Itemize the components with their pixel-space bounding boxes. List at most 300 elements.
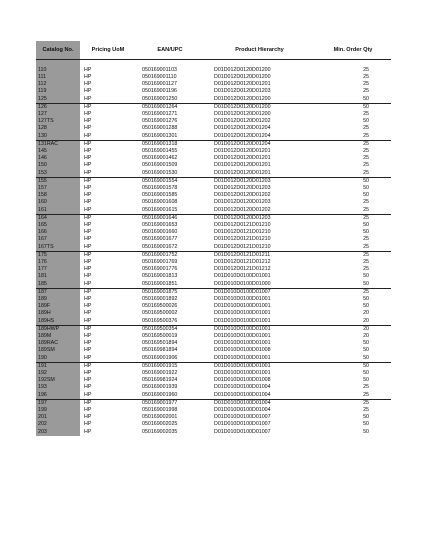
catalog-no-cell: 189HWP (36, 325, 80, 333)
ean-upc-cell: 050169001906 (142, 354, 178, 361)
ean-upc-cell: 050169001813 (142, 273, 178, 280)
ean-upc-cell: 050169001530 (142, 169, 178, 176)
product-hierarchy-cell: D01D012D0120D01204 (214, 125, 271, 132)
table-row (36, 421, 391, 428)
min-order-qty-cell: 25 (363, 169, 369, 176)
table-row (36, 362, 391, 370)
catalog-no-cell: 111 (36, 74, 80, 81)
ean-upc-cell: 050169001462 (142, 155, 178, 162)
table-row (36, 214, 391, 222)
pricing-uom-cell: HP (84, 370, 92, 377)
table-row (36, 392, 391, 400)
pricing-uom-cell: HP (84, 266, 92, 273)
min-order-qty-cell: 25 (363, 125, 369, 132)
pricing-uom-cell: HP (84, 414, 92, 421)
catalog-no-cell: 201 (36, 414, 80, 421)
product-hierarchy-cell: D01D012D0121D01210 (214, 229, 271, 236)
product-hierarchy-cell: D01D012D0120D01203 (214, 88, 271, 95)
catalog-no-cell: 127 (36, 111, 80, 118)
pricing-uom-cell: HP (84, 377, 92, 384)
catalog-no-cell: 191 (36, 362, 80, 370)
product-hierarchy-cell: D01D010D0100D01001 (214, 295, 271, 302)
product-hierarchy-cell: D01D010D0100D01001 (214, 333, 271, 339)
ean-upc-cell: 050169001646 (136, 214, 204, 222)
min-order-qty-cell: 50 (363, 184, 369, 191)
catalog-no-cell: 110 (36, 67, 80, 74)
catalog-no-cell: 125 (36, 96, 80, 104)
catalog-no-cell: 197 (36, 399, 80, 407)
pricing-uom-cell: HP (84, 295, 92, 302)
spacer-cell (80, 60, 136, 67)
min-order-qty-cell: 25 (315, 214, 391, 222)
table-row (36, 244, 391, 252)
table-row (36, 111, 391, 118)
catalog-no-cell: 150 (36, 162, 80, 169)
catalog-no-cell: 203 (36, 429, 80, 436)
table-row (36, 96, 391, 104)
catalog-no-cell: 189SM (36, 347, 80, 354)
min-order-qty-cell: 50 (315, 362, 391, 370)
col-header-catalog: Catalog No. (36, 41, 80, 60)
table-row (36, 103, 391, 111)
table-row (36, 318, 391, 326)
catalog-no-cell: 131RAC (36, 140, 80, 148)
spacer-cell (136, 60, 204, 67)
min-order-qty-cell: 50 (363, 414, 369, 421)
table-row (36, 229, 391, 236)
product-hierarchy-cell: D01D010D0100D01001 (204, 325, 315, 333)
pricing-uom-cell: HP (84, 421, 92, 428)
ean-upc-cell: 050169001939 (142, 384, 178, 391)
table-row (36, 281, 391, 289)
pricing-uom-cell: HP (84, 407, 92, 414)
pricing-uom-cell: HP (84, 192, 92, 199)
catalog-no-cell: 192SM (36, 377, 80, 384)
min-order-qty-cell: 25 (315, 140, 391, 148)
product-hierarchy-cell: D01D010D0100D01004 (214, 384, 271, 391)
table-row (36, 170, 391, 178)
pricing-uom-cell: HP (80, 325, 136, 333)
min-order-qty-cell: 25 (363, 132, 369, 139)
ean-upc-cell: 050169001276 (142, 118, 178, 125)
min-order-qty-cell: 25 (363, 73, 369, 80)
ean-upc-cell: 050169001875 (136, 288, 204, 296)
table-row (36, 222, 391, 229)
catalog-no-cell: 161 (36, 207, 80, 215)
table-row (36, 414, 391, 421)
pricing-uom-cell: HP (84, 303, 92, 310)
ean-upc-cell: 050169001264 (136, 103, 204, 111)
ean-upc-cell: 050169002001 (142, 414, 178, 421)
ean-upc-cell: 050169001196 (142, 88, 177, 95)
min-order-qty-cell: 50 (315, 103, 391, 111)
product-hierarchy-cell: D01D012D0121D01211 (204, 251, 315, 259)
catalog-no-cell: 153 (36, 170, 80, 178)
pricing-uom-cell: HP (84, 236, 92, 243)
pricing-uom-cell: HP (84, 258, 92, 265)
catalog-no-cell: 202 (36, 421, 80, 428)
table-row (36, 266, 391, 273)
table-row (36, 355, 391, 363)
min-order-qty-cell: 25 (363, 384, 369, 391)
min-order-qty-cell: 50 (363, 192, 369, 199)
ean-upc-cell: 050169001977 (136, 399, 204, 407)
catalog-no-cell: 166 (36, 229, 80, 236)
col-header-ean: EAN/UPC (157, 47, 183, 53)
min-order-qty-cell: 50 (363, 303, 369, 310)
table-row (36, 192, 391, 199)
min-order-qty-cell: 50 (315, 177, 391, 185)
catalog-no-cell: 189M (36, 333, 80, 340)
ean-upc-cell: 050169001554 (136, 177, 204, 185)
pricing-uom-cell: HP (84, 169, 92, 176)
product-hierarchy-cell: D01D012D0121D01210 (214, 243, 271, 250)
min-order-qty-cell: 25 (315, 288, 391, 296)
table-row (36, 236, 391, 243)
ean-upc-cell: 050169001127 (142, 81, 177, 88)
min-order-qty-cell: 25 (315, 399, 391, 407)
pricing-uom-cell: HP (80, 177, 136, 185)
catalog-no-cell: 190 (36, 355, 80, 363)
min-order-qty-cell: 25 (363, 88, 369, 95)
ean-upc-cell: 050169001110 (142, 73, 177, 80)
product-hierarchy-cell: D01D010D0100D01001 (214, 340, 271, 347)
product-hierarchy-cell: D01D012D0120D01204 (214, 132, 271, 139)
product-hierarchy-cell: D01D012D0120D01204 (204, 140, 315, 148)
pricing-uom-cell: HP (84, 125, 92, 132)
min-order-qty-cell: 25 (363, 243, 369, 250)
catalog-no-cell: 164 (36, 214, 80, 222)
product-hierarchy-cell: D01D010D0100D01001 (214, 310, 271, 317)
table-row (36, 325, 391, 333)
table-row (36, 251, 391, 259)
pricing-uom-cell: HP (80, 214, 136, 222)
pricing-uom-cell: HP (84, 66, 92, 73)
ean-upc-cell: 050169001103 (142, 66, 177, 73)
product-hierarchy-cell: D01D010D0100D01001 (214, 354, 271, 361)
min-order-qty-cell: 20 (315, 325, 391, 333)
product-hierarchy-cell: D01D012D0121D01212 (214, 266, 271, 273)
ean-upc-cell: 050169001892 (142, 295, 178, 302)
spacer-cell (36, 60, 80, 67)
product-hierarchy-cell: D01D012D0120D01202 (214, 118, 271, 125)
product-hierarchy-cell: D01D012D0120D01200 (214, 73, 271, 80)
catalog-no-cell: 155 (36, 177, 80, 185)
pricing-uom-cell: HP (84, 110, 92, 117)
table-row (36, 347, 391, 354)
ean-upc-cell: 050169501894 (142, 340, 178, 347)
product-hierarchy-cell: D01D010D0100D01004 (214, 391, 271, 398)
table-row (36, 399, 391, 407)
product-hierarchy-cell: D01D012D0120D01203 (204, 177, 315, 185)
pricing-uom-cell: HP (80, 140, 136, 148)
table-row (36, 207, 391, 215)
pricing-uom-cell: HP (80, 399, 136, 407)
ean-upc-cell: 050169500354 (136, 325, 204, 333)
min-order-qty-cell: 25 (363, 199, 369, 206)
pricing-uom-cell: HP (84, 280, 92, 287)
spacer-cell (315, 60, 391, 67)
catalog-no-cell: 130 (36, 133, 80, 141)
catalog-no-cell: 177 (36, 266, 80, 273)
table-row (36, 296, 391, 303)
pricing-uom-cell: HP (84, 199, 92, 206)
catalog-no-cell: 146 (36, 155, 80, 162)
min-order-qty-cell: 25 (363, 110, 369, 117)
ean-upc-cell: 050169001288 (142, 125, 178, 132)
pricing-uom-cell: HP (84, 162, 92, 169)
ean-upc-cell: 050169001915 (136, 362, 204, 370)
pricing-uom-cell: HP (84, 155, 92, 162)
pricing-uom-cell: HP (80, 362, 136, 370)
col-header-hierarchy: Product Hierarchy (235, 47, 284, 53)
ean-upc-cell: 050169001851 (142, 280, 178, 287)
pricing-uom-cell: HP (80, 288, 136, 296)
product-hierarchy-cell: D01D012D0120D01201 (214, 81, 271, 88)
product-hierarchy-cell: D01D012D0120D01200 (214, 66, 271, 73)
pricing-uom-cell: HP (84, 273, 92, 280)
product-hierarchy-cell: D01D012D0120D01203 (214, 199, 271, 206)
pricing-uom-cell: HP (84, 243, 92, 250)
product-hierarchy-cell: D01D010D0100D01007 (214, 421, 271, 428)
table-row (36, 148, 391, 155)
pricing-uom-cell: HP (84, 88, 92, 95)
catalog-no-cell: 181 (36, 273, 80, 280)
catalog-no-cell: 128 (36, 125, 80, 132)
ean-upc-cell: 050169001998 (142, 407, 178, 414)
col-header-uom: Pricing UoM (91, 47, 125, 53)
min-order-qty-cell: 50 (363, 280, 369, 287)
ean-upc-cell: 050169001250 (142, 95, 178, 102)
pricing-uom-cell: HP (84, 354, 92, 361)
min-order-qty-cell: 50 (363, 273, 369, 280)
pricing-uom-cell: HP (84, 221, 92, 228)
product-hierarchy-cell: D01D012D0120D01200 (214, 110, 271, 117)
catalog-no-cell: 157 (36, 185, 80, 192)
catalog-no-cell: 193 (36, 384, 80, 391)
pricing-uom-cell: HP (84, 184, 92, 191)
spacer-cell (204, 60, 315, 67)
catalog-no-cell: 119 (36, 88, 80, 95)
pricing-uom-cell: HP (84, 333, 92, 339)
ean-upc-cell: 050169001455 (142, 147, 178, 154)
table-row (36, 88, 391, 95)
pricing-uom-cell: HP (84, 73, 92, 80)
product-hierarchy-cell: D01D010D0100D01004 (214, 407, 271, 414)
pricing-uom-cell: HP (84, 229, 92, 236)
catalog-no-cell: 189RAC (36, 340, 80, 347)
min-order-qty-cell: 25 (363, 206, 369, 213)
min-order-qty-cell: 50 (363, 221, 369, 228)
pricing-uom-cell: HP (84, 118, 92, 125)
product-hierarchy-cell: D01D010D0100D01007 (214, 414, 271, 421)
pricing-uom-cell: HP (84, 206, 92, 213)
catalog-table (36, 41, 391, 436)
catalog-no-cell: 189F (36, 303, 80, 310)
pricing-uom-cell: HP (84, 347, 92, 354)
catalog-no-cell: 175 (36, 251, 80, 259)
catalog-no-cell: 112 (36, 81, 80, 88)
min-order-qty-cell: 50 (363, 421, 369, 428)
min-order-qty-cell: 25 (363, 407, 369, 414)
product-hierarchy-cell: D01D012D0121D01210 (214, 236, 271, 243)
product-hierarchy-cell: D01D010D0100D01007 (204, 288, 315, 296)
min-order-qty-cell: 20 (363, 317, 369, 324)
pricing-uom-cell: HP (80, 251, 136, 259)
pricing-uom-cell: HP (84, 391, 92, 398)
min-order-qty-cell: 25 (363, 266, 369, 273)
min-order-qty-cell: 50 (363, 229, 369, 236)
product-hierarchy-cell: D01D010D0100D01008 (214, 377, 271, 384)
product-hierarchy-cell: D01D012D0121D01212 (214, 258, 271, 265)
ean-upc-cell: 050169001271 (142, 110, 178, 117)
min-order-qty-cell: 50 (363, 377, 369, 384)
product-hierarchy-cell: D01D010D0100D01001 (214, 273, 271, 280)
ean-upc-cell: 050169001318 (136, 140, 204, 148)
table-row (36, 177, 391, 185)
table-row (36, 429, 391, 436)
table-header (36, 41, 391, 60)
min-order-qty-cell: 50 (363, 95, 369, 102)
product-hierarchy-cell: D01D010D0100D01001 (214, 303, 271, 310)
table-row (36, 259, 391, 266)
ean-upc-cell: 050169001301 (142, 132, 178, 139)
table-row (36, 155, 391, 162)
table-row (36, 370, 391, 377)
product-hierarchy-cell: D01D010D0100D01007 (214, 428, 271, 435)
table-row (36, 125, 391, 132)
product-hierarchy-cell: D01D010D0100D01000 (214, 280, 271, 287)
product-hierarchy-cell: D01D010D0100D01004 (204, 399, 315, 407)
catalog-no-cell: 160 (36, 199, 80, 206)
catalog-no-cell: 158 (36, 192, 80, 199)
pricing-uom-cell: HP (84, 81, 92, 88)
product-hierarchy-cell: D01D012D0120D01203 (214, 184, 271, 191)
catalog-no-cell: 167 (36, 236, 80, 243)
product-hierarchy-cell: D01D010D0100D01001 (204, 362, 315, 370)
table-row (36, 407, 391, 414)
pricing-uom-cell: HP (84, 147, 92, 154)
ean-upc-cell: 050169001776 (142, 266, 178, 273)
ean-upc-cell: 050169001769 (142, 258, 178, 265)
product-hierarchy-cell: D01D012D0120D01200 (214, 95, 271, 102)
col-header-moq: Min. Order Qty (333, 47, 373, 53)
pricing-uom-cell: HP (84, 95, 92, 102)
product-hierarchy-cell: D01D012D0120D01202 (214, 206, 271, 213)
pricing-uom-cell: HP (84, 428, 92, 435)
min-order-qty-cell: 25 (363, 66, 369, 73)
catalog-no-cell: 167TS (36, 244, 80, 252)
table-row (36, 288, 391, 296)
table-row (36, 133, 391, 141)
table-row (36, 340, 391, 347)
pricing-uom-cell: HP (84, 340, 92, 347)
product-hierarchy-cell: D01D012D0120D01201 (214, 147, 271, 154)
catalog-no-cell: 192 (36, 370, 80, 377)
product-hierarchy-cell: D01D012D0120D01201 (214, 162, 271, 169)
min-order-qty-cell: 50 (363, 295, 369, 302)
min-order-qty-cell: 50 (363, 370, 369, 377)
header-spacer-row (36, 60, 391, 67)
ean-upc-cell: 050169001677 (142, 236, 178, 243)
ean-upc-cell: 050169001578 (142, 184, 178, 191)
ean-upc-cell: 050169001922 (142, 370, 178, 377)
ean-upc-cell: 050169001509 (142, 162, 178, 169)
product-hierarchy-cell: D01D012D0120D01200 (204, 103, 315, 111)
ean-upc-cell: 050169001960 (142, 391, 178, 398)
ean-upc-cell: 050169001615 (142, 206, 178, 213)
product-hierarchy-cell: D01D012D0120D01203 (204, 214, 315, 222)
min-order-qty-cell: 25 (363, 258, 369, 265)
ean-upc-cell: 050169001752 (136, 251, 204, 259)
table-row (36, 185, 391, 192)
pricing-uom-cell: HP (84, 384, 92, 391)
min-order-qty-cell: 25 (363, 155, 369, 162)
ean-upc-cell: 050169500019 (142, 333, 178, 339)
pricing-uom-cell: HP (84, 317, 92, 324)
min-order-qty-cell: 20 (363, 333, 369, 339)
table-row (36, 273, 391, 280)
min-order-qty-cell: 50 (363, 347, 369, 354)
table-row (36, 377, 391, 384)
product-hierarchy-cell: D01D012D0120D01201 (214, 169, 271, 176)
min-order-qty-cell: 50 (363, 428, 369, 435)
ean-upc-cell: 050169500002 (142, 310, 178, 317)
ean-upc-cell: 050169002025 (142, 421, 178, 428)
catalog-no-cell: 165 (36, 222, 80, 229)
ean-upc-cell: 050169001653 (142, 221, 178, 228)
table-row (36, 333, 391, 340)
ean-upc-cell: 050169001608 (142, 199, 178, 206)
pricing-uom-cell: HP (80, 103, 136, 111)
min-order-qty-cell: 25 (363, 162, 369, 169)
table-row (36, 162, 391, 169)
ean-upc-cell: 050169500376 (142, 317, 178, 324)
catalog-no-cell: 189HS (36, 318, 80, 326)
table-row (36, 74, 391, 81)
table-row (36, 199, 391, 206)
table-row (36, 384, 391, 391)
table-row (36, 310, 391, 317)
table-row (36, 118, 391, 125)
min-order-qty-cell: 25 (363, 236, 369, 243)
table-row (36, 303, 391, 310)
catalog-no-cell: 127TS (36, 118, 80, 125)
ean-upc-cell: 050169001672 (142, 243, 178, 250)
min-order-qty-cell: 25 (363, 391, 369, 398)
ean-upc-cell: 050169500026 (142, 303, 178, 310)
table-body (36, 60, 391, 436)
ean-upc-cell: 050169001585 (142, 192, 178, 199)
table-row (36, 67, 391, 74)
product-hierarchy-cell: D01D012D0121D01210 (214, 221, 271, 228)
min-order-qty-cell: 50 (363, 340, 369, 347)
catalog-no-cell: 176 (36, 259, 80, 266)
product-hierarchy-cell: D01D012D0120D01202 (214, 192, 271, 199)
min-order-qty-cell: 25 (315, 251, 391, 259)
ean-upc-cell: 050169981924 (142, 377, 178, 384)
product-hierarchy-cell: D01D010D0100D01008 (214, 347, 271, 354)
catalog-no-cell: 189H (36, 310, 80, 317)
min-order-qty-cell: 50 (363, 118, 369, 125)
catalog-no-cell: 126 (36, 103, 80, 111)
product-hierarchy-cell: D01D010D0100D01001 (214, 317, 271, 324)
table-row (36, 81, 391, 88)
ean-upc-cell: 050169981894 (142, 347, 178, 354)
catalog-no-cell: 196 (36, 392, 80, 400)
catalog-no-cell: 185 (36, 281, 80, 289)
min-order-qty-cell: 25 (363, 147, 369, 154)
